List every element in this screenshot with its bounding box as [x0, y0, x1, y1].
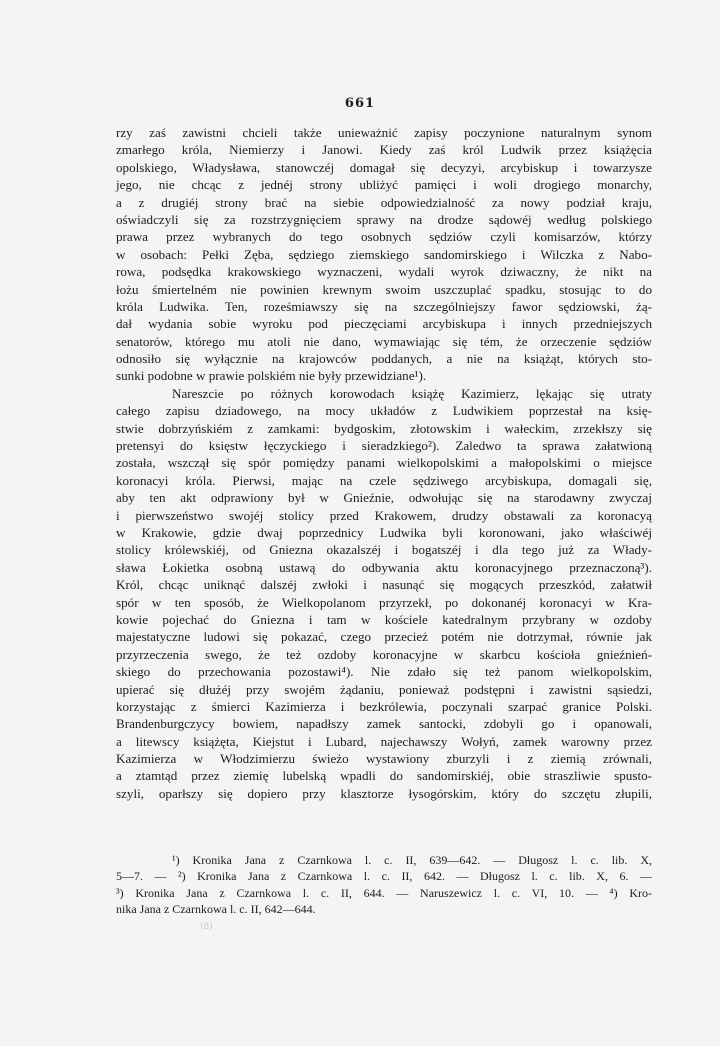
- text-line: i pierwszeństwo swojéj stolicy przed Krakowem, drudzy obstawali za koronacyą: [116, 507, 652, 523]
- text-line: sława Łokietka osobną ustawą do odbywania aktu koronacyjnego przeznaczoną³).: [116, 559, 652, 575]
- text-line: szyli, oparłszy się dopiero przy klasztorze łysogórskim, który do szczętu złupili,: [116, 785, 652, 801]
- text-line: Król, chcąc uniknąć dalszéj zwłoki i nasunąć się mogących przeszkód, załatwił: [116, 577, 652, 593]
- text-line: Kazimierza w Włodzimierzu świeżo wystawiony zburzyli i z ziemią zrównali,: [116, 751, 652, 767]
- text-line: jego, nie chcąc z jednéj strony ubliżyć pamięci i woli drogiego monarchy,: [116, 177, 652, 193]
- text-line: zmarłego króla, Niemierzy i Janowi. Kiedy zaś król Ludwik przez książęcia: [116, 142, 652, 158]
- footnote-line: nika Jana z Czarnkowa l. c. II, 642—644.: [116, 902, 316, 917]
- text-line: odnosiło się wyłącznie na krajowców poddanych, a nie na książąt, których sto-: [116, 351, 652, 367]
- text-line: dał wydania sobie wyroku pod pieczęciami arcybiskupa i innych przedniejszych: [116, 316, 652, 332]
- text-line: korzystając z śmierci Kazimierza i bezkrólewia, poczynali szarpać granice Polski.: [116, 698, 652, 714]
- text-line: majestatyczne ludowi się pokazać, czego przecież potém nie dotrzymał, równie jak: [116, 629, 652, 645]
- text-line: przyrzeczenia swego, że też ozdoby koronacyjne w skarbcu kościoła gnieźnień-: [116, 646, 652, 662]
- text-line: Nareszcie po różnych korowodach książę Kazimierz, lękając się utraty: [172, 385, 652, 401]
- text-line: rzy zaś zawistni chcieli także unieważnić zapisy poczynione naturalnym synom: [116, 125, 652, 140]
- text-line: a litewscy książęta, Kiejstut i Lubard, najechawszy Wołyń, zamek warowny przez: [116, 733, 652, 749]
- text-line: w osobach: Pełki Zęba, sędziego ziemskiego sandomirskiego i Wilczka z Nabo-: [116, 246, 652, 262]
- text-line: oświadczyli się za rozstrzygnięciem sprawy na drodze sądowéj według polskiego: [116, 211, 652, 227]
- text-line: kowie pojechać do Gniezna i tam w kościele katedralnym przybrany w ozdoby: [116, 611, 652, 627]
- text-line: spór w ten sposób, że Wielkopolanom przyrzekł, po dokonanéj koronacyi w Kra-: [116, 594, 652, 610]
- body-text: [116, 124, 652, 802]
- text-line: opolskiego, Władysława, stanowczéj domagał się decyzyi, arcybiskup i towarzysze: [116, 159, 652, 175]
- text-line: a ztamtąd przez ziemię lubelską wpadli do sandomirskiéj, obie straszliwie spusto-: [116, 768, 652, 784]
- text-line: stwie dobrzyńskiém z zamkami: bydgoskim, złotowskim i wałeckim, zrzekłszy się: [116, 420, 652, 436]
- text-line: pretensyi do księstw łęczyckiego i sieradzkiego²). Zaledwo ta sprawa załatwioną: [116, 438, 652, 454]
- footnotes: [116, 852, 652, 918]
- text-line: a z drugiéj strony brać na siebie odpowiedzialność za nowy podział kraju,: [116, 194, 652, 210]
- footnote-line: 5—7. — ²) Kronika Jana z Czarnkowa l. c. II, 642. — Długosz l. c. lib. X, 6. —: [116, 869, 652, 884]
- text-line: została, wszczął się spór pomiędzy panami wielkopolskimi a małopolskimi o miejsce: [116, 455, 652, 471]
- text-line: koronacyi króla. Pierwsi, mając na czele sędziwego arcybiskupa, domagali się,: [116, 472, 652, 488]
- footnote-line: ³) Kronika Jana z Czarnkowa l. c. II, 644. — Naruszewicz l. c. VI, 10. — ⁴) Kro-: [116, 885, 652, 900]
- text-line: prawa przez wybranych do tego osobnych sędziów czyli komisarzów, którzy: [116, 229, 652, 245]
- text-line: upierać się dłużéj przy swojém żądaniu, ponieważ podstępni i zawistni sąsiedzi,: [116, 681, 652, 697]
- text-line: łożu śmiertelném nie powinien krewnym swoim uszczuplać spadku, stosując to do: [116, 281, 652, 297]
- text-line: aby ten akt odprawiony był w Gnieźnie, odwołując się na starodawny zwyczaj: [116, 490, 652, 506]
- library-stamp: (8): [200, 922, 213, 932]
- text-line: senatorów, którego mu atoli nie dano, wymawiając się tém, że orzeczenie sędziów: [116, 333, 652, 349]
- text-line: w Krakowie, gdzie dwaj poprzednicy Ludwika byli koronowani, jako właściwéj: [116, 524, 652, 540]
- footnote-line: ¹) Kronika Jana z Czarnkowa l. c. II, 639—642. — Długosz l. c. lib. X,: [172, 853, 652, 867]
- text-line: Brandenburgczycy bowiem, napadłszy zamek santocki, zdobyli go i opanowali,: [116, 716, 652, 732]
- text-line: całego zapisu dziadowego, na mocy układów z Ludwikiem poprzestał na księ-: [116, 403, 652, 419]
- page-number: 661: [344, 96, 376, 111]
- text-line: króla Ludwika. Ten, roześmiawszy się na szczególniejszy fawor sędziowski, żą-: [116, 298, 652, 314]
- text-line: skiego do przechowania pozostawi⁴). Nie zdało się też panom wielkopolskim,: [116, 664, 652, 680]
- text-line: stolicy królewskiéj, od Gniezna okazalszéj i bogatszéj i dla tego już za Włady-: [116, 542, 652, 558]
- text-line: rowa, podsędka krakowskiego wyznaczeni, wydali wyrok dziwaczny, że nikt na: [116, 264, 652, 280]
- text-line: sunki podobne w prawie polskiém nie były przewidziane¹).: [116, 368, 427, 384]
